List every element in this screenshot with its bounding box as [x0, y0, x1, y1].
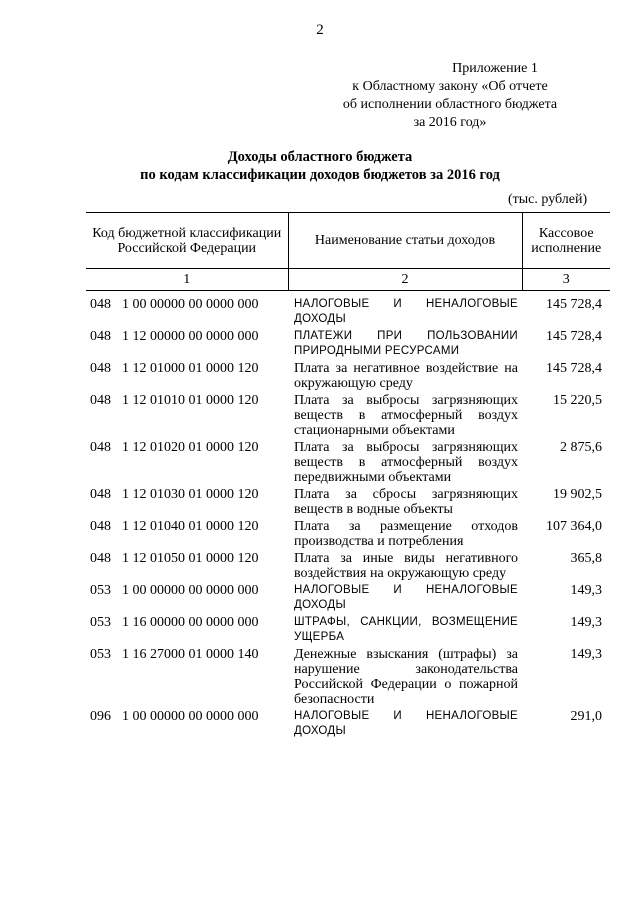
units-label: (тыс. рублей)	[508, 192, 588, 207]
table-row	[86, 549, 610, 581]
table-row	[86, 581, 610, 613]
cash-execution-amount: 149,3	[570, 615, 602, 630]
cash-execution-amount: 145 728,4	[546, 297, 602, 312]
budget-code-cell	[86, 438, 288, 485]
cash-execution-amount: 145 728,4	[546, 329, 602, 344]
administrator-code: 048	[90, 551, 111, 566]
page-number: 2	[316, 22, 324, 38]
column-number: 2	[288, 269, 522, 291]
income-table	[86, 212, 610, 739]
appendix-title: Приложение 1	[452, 61, 538, 76]
appendix-line: к Областному закону «Об отчете	[352, 79, 548, 94]
table-row	[86, 707, 610, 739]
income-item-name: Плата за выбросы загрязняющих веществ в атмосферный воздух передвижными объектами	[294, 440, 518, 485]
administrator-code: 048	[90, 297, 111, 312]
classification-code: 1 12 00000 00 0000 000	[122, 329, 259, 344]
administrator-code: 048	[90, 519, 111, 534]
table-row	[86, 485, 610, 517]
income-item-name: НАЛОГОВЫЕ И НЕНАЛОГОВЫЕ ДОХОДЫ	[294, 584, 518, 611]
administrator-code: 053	[90, 647, 111, 662]
income-item-name: НАЛОГОВЫЕ И НЕНАЛОГОВЫЕ ДОХОДЫ	[294, 710, 518, 737]
administrator-code: 048	[90, 487, 111, 502]
income-item-name: Плата за размещение отходов производства и потребления	[294, 519, 518, 549]
administrator-code: 053	[90, 615, 111, 630]
document-title	[0, 148, 640, 184]
budget-code-cell	[86, 645, 288, 707]
classification-code: 1 00 00000 00 0000 000	[122, 297, 259, 312]
classification-code: 1 12 01050 01 0000 120	[122, 551, 259, 566]
classification-code: 1 16 00000 00 0000 000	[122, 615, 259, 630]
budget-code-cell	[86, 581, 288, 613]
cash-execution-amount: 365,8	[570, 551, 602, 566]
classification-code: 1 12 01020 01 0000 120	[122, 440, 259, 455]
table-row	[86, 327, 610, 359]
income-item-name: НАЛОГОВЫЕ И НЕНАЛОГОВЫЕ ДОХОДЫ	[294, 298, 518, 325]
income-item-name: Плата за сбросы загрязняющих веществ в водные объекты	[294, 487, 518, 517]
table-row	[86, 438, 610, 485]
budget-code-cell	[86, 707, 288, 739]
budget-code-cell	[86, 391, 288, 438]
cash-execution-amount: 145 728,4	[546, 361, 602, 376]
administrator-code: 048	[90, 393, 111, 408]
classification-code: 1 00 00000 00 0000 000	[122, 709, 259, 724]
column-number-row	[86, 269, 610, 291]
appendix-line: об исполнении областного бюджета	[342, 97, 558, 112]
cash-execution-amount: 19 902,5	[553, 487, 602, 502]
income-item-name: ШТРАФЫ, САНКЦИИ, ВОЗМЕЩЕНИЕ УЩЕРБА	[294, 616, 518, 643]
budget-code-cell	[86, 549, 288, 581]
appendix-line: за 2016 год»	[413, 115, 487, 130]
classification-code: 1 16 27000 01 0000 140	[122, 647, 259, 662]
income-item-name: ПЛАТЕЖИ ПРИ ПОЛЬЗОВАНИИ ПРИРОДНЫМИ РЕСУРСАМИ	[294, 330, 518, 357]
cash-execution-amount: 149,3	[570, 647, 602, 662]
income-item-name: Денежные взыскания (штрафы) за нарушение законодательства Российской Федерации о пожарной безопасности	[294, 647, 518, 707]
table-header-row	[86, 213, 610, 269]
document-title-line: Доходы областного бюджета	[227, 149, 413, 165]
administrator-code: 048	[90, 361, 111, 376]
classification-code: 1 12 01030 01 0000 120	[122, 487, 259, 502]
budget-code-cell	[86, 359, 288, 391]
cash-execution-amount: 15 220,5	[553, 393, 602, 408]
table-row	[86, 517, 610, 549]
column-number: 1	[86, 269, 288, 291]
income-item-name: Плата за выбросы загрязняющих веществ в атмосферный воздух стационарными объектами	[294, 393, 518, 438]
table-row	[86, 613, 610, 645]
header-name: Наименование статьи доходов	[288, 213, 522, 269]
classification-code: 1 00 00000 00 0000 000	[122, 583, 259, 598]
administrator-code: 096	[90, 709, 111, 724]
table-body	[86, 295, 610, 739]
column-number: 3	[522, 269, 610, 291]
income-item-name: Плата за негативное воздействие на окружающую среду	[294, 361, 518, 391]
budget-code-cell	[86, 327, 288, 359]
cash-execution-amount: 2 875,6	[560, 440, 602, 455]
table-row	[86, 359, 610, 391]
cash-execution-amount: 107 364,0	[546, 519, 602, 534]
cash-execution-amount: 149,3	[570, 583, 602, 598]
table-row	[86, 391, 610, 438]
income-item-name: Плата за иные виды негативного воздействия на окружающую среду	[294, 551, 518, 581]
classification-code: 1 12 01000 01 0000 120	[122, 361, 259, 376]
table-row	[86, 295, 610, 327]
administrator-code: 053	[90, 583, 111, 598]
document-title-line: по кодам классификации доходов бюджетов за 2016 год	[140, 167, 500, 183]
table-row	[86, 645, 610, 707]
header-amount: Кассовое исполнение	[522, 213, 610, 269]
header-code: Код бюджетной классификации Российской Федерации	[86, 213, 288, 269]
administrator-code: 048	[90, 329, 111, 344]
classification-code: 1 12 01010 01 0000 120	[122, 393, 259, 408]
administrator-code: 048	[90, 440, 111, 455]
budget-code-cell	[86, 517, 288, 549]
budget-code-cell	[86, 295, 288, 327]
budget-code-cell	[86, 485, 288, 517]
classification-code: 1 12 01040 01 0000 120	[122, 519, 259, 534]
budget-code-cell	[86, 613, 288, 645]
appendix-header	[280, 60, 620, 132]
cash-execution-amount: 291,0	[570, 709, 602, 724]
